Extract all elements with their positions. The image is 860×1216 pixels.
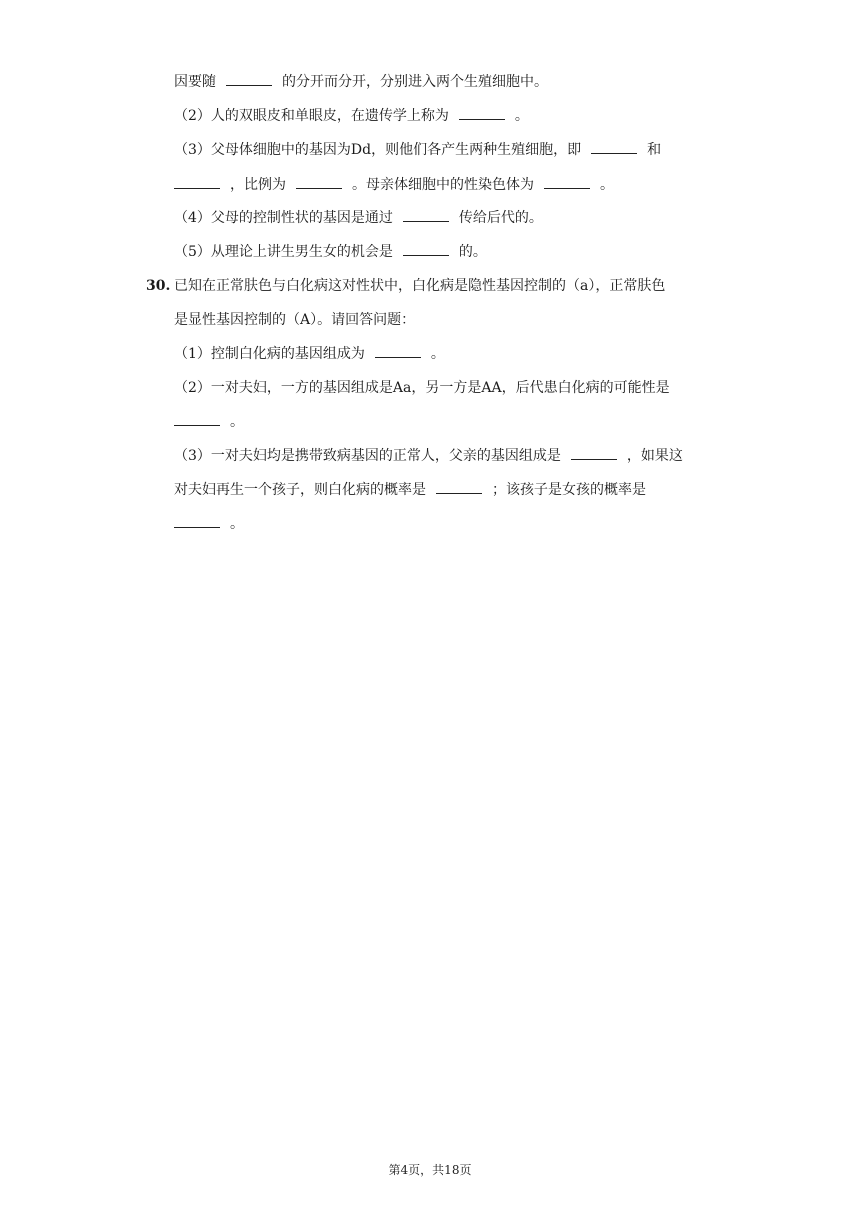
text-segment: 的。 <box>458 244 487 260</box>
answer-blank[interactable] <box>174 413 220 426</box>
text-segment: （2）人的双眼皮和单眼皮，在遗传学上称为 <box>174 108 449 124</box>
text-line <box>174 175 614 195</box>
text-line <box>174 242 487 262</box>
text-line <box>174 480 646 500</box>
text-segment: （3）一对夫妇均是携带致病基因的正常人，父亲的基因组成是 <box>174 448 561 464</box>
answer-blank[interactable] <box>226 73 272 86</box>
answer-blank[interactable] <box>403 209 449 222</box>
text-segment: 和 <box>647 142 662 158</box>
text-segment: 。 <box>230 414 244 430</box>
text-segment: （2）一对夫妇，一方的基因组成是Aa，另一方是AA，后代患白化病的可能性是 <box>174 380 670 396</box>
answer-blank[interactable] <box>375 345 421 358</box>
answer-blank[interactable] <box>436 481 482 494</box>
answer-blank[interactable] <box>459 107 505 120</box>
text-segment: 是显性基因控制的（A）。请回答问题： <box>174 312 416 328</box>
text-line <box>174 514 244 534</box>
text-segment: ，比例为 <box>230 177 286 193</box>
answer-blank[interactable] <box>591 141 637 154</box>
text-segment: 。母亲体细胞中的性染色体为 <box>352 177 534 193</box>
text-line <box>174 378 670 398</box>
page-number-footer: 第4页，共18页 <box>388 1163 472 1177</box>
text-segment: （4）父母的控制性状的基因是通过 <box>174 210 393 226</box>
text-segment: 对夫妇再生一个孩子，则白化病的概率是 <box>174 482 426 498</box>
text-line <box>174 106 529 126</box>
answer-blank[interactable] <box>403 243 449 256</box>
text-segment: 。 <box>230 516 244 532</box>
text-line <box>174 140 661 160</box>
text-segment: 的分开而分开，分别进入两个生殖细胞中。 <box>282 74 548 90</box>
text-line <box>174 446 683 466</box>
text-segment: （3）父母体细胞中的基因为Dd，则他们各产生两种生殖细胞，即 <box>174 142 582 158</box>
answer-blank[interactable] <box>571 447 617 460</box>
text-segment: 。 <box>600 177 614 193</box>
text-line <box>174 344 445 364</box>
text-segment: 已知在正常肤色与白化病这对性状中，白化病是隐性基因控制的（a），正常肤色 <box>174 278 666 294</box>
answer-blank[interactable] <box>544 176 590 189</box>
text-segment: ，如果这 <box>626 448 683 464</box>
answer-blank[interactable] <box>296 176 342 189</box>
text-line <box>174 310 415 330</box>
text-line <box>174 208 543 228</box>
text-segment: ；该孩子是女孩的概率是 <box>492 482 646 498</box>
text-segment: （5）从理论上讲生男生女的机会是 <box>174 244 393 260</box>
text-segment: 。 <box>430 346 445 362</box>
text-line <box>174 276 665 296</box>
text-segment: 传给后代的。 <box>458 210 543 226</box>
question-number: 30. <box>146 278 171 294</box>
text-segment: 因要随 <box>174 74 216 90</box>
text-line <box>174 412 244 432</box>
answer-blank[interactable] <box>174 176 220 189</box>
text-segment: 。 <box>514 108 529 124</box>
text-line <box>174 72 548 92</box>
text-segment: （1）控制白化病的基因组成为 <box>174 346 365 362</box>
answer-blank[interactable] <box>174 515 220 528</box>
